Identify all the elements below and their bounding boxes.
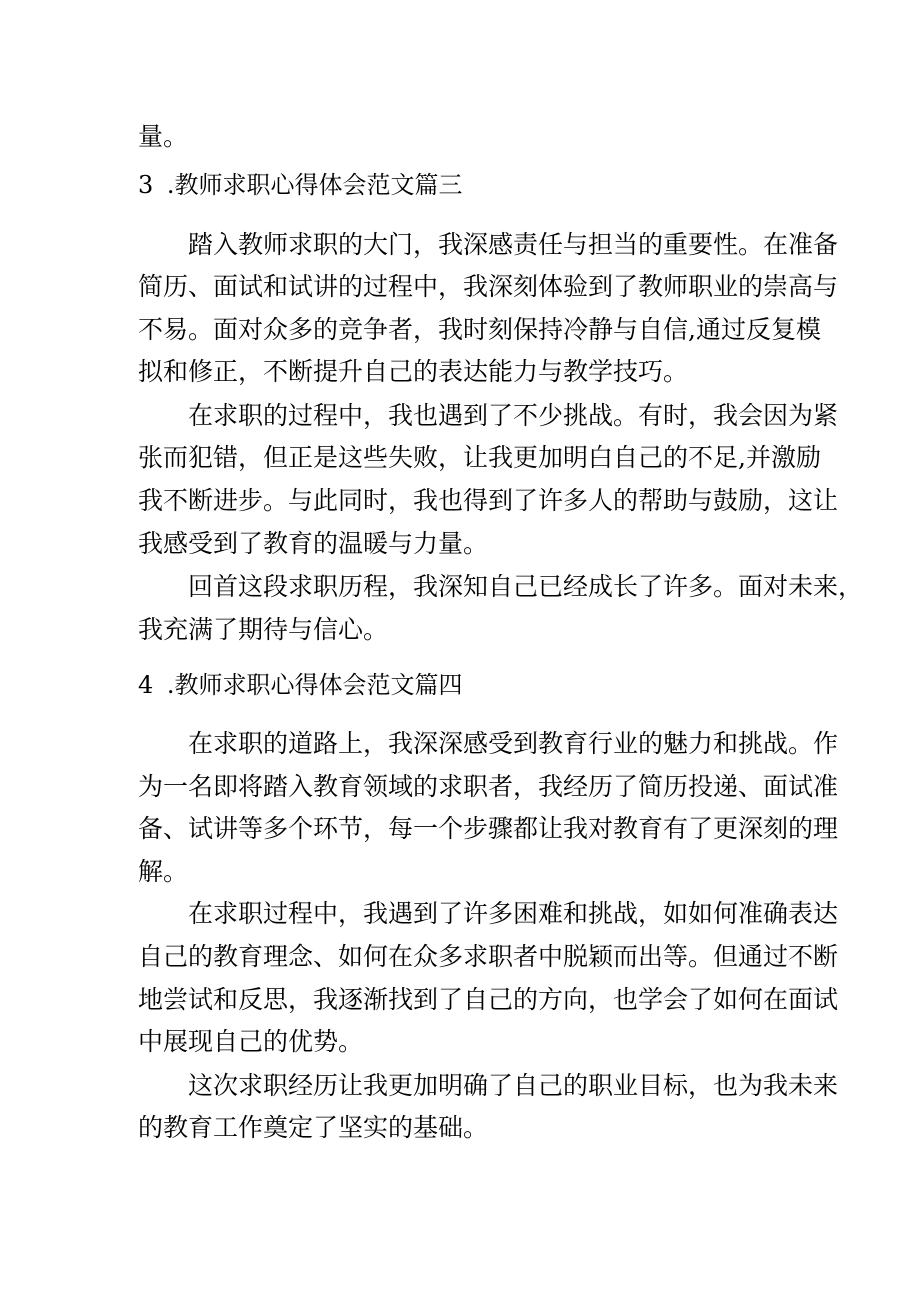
text-line: 张而犯错，但正是这些失败，让我更加明白自己的不足,并激励 (138, 443, 821, 472)
text-line: 回首这段求职历程，我深知自己已经成长了许多。面对未来， (188, 572, 864, 601)
text-line: 我充满了期待与信心。 (138, 615, 389, 644)
text-line: 不易。面对众多的竞争者，我时刻保持冷静与自信,通过反复模 (138, 315, 821, 344)
paragraph-fragment: 量。 (138, 122, 189, 151)
section-heading: 4 .教师求职心得体会范文篇四 (138, 671, 463, 699)
section-heading: 3 .教师求职心得体会范文篇三 (138, 171, 463, 199)
text-line: 的教育工作奠定了坚实的基础。 (138, 1113, 489, 1142)
text-line: 自己的教育理念、如何在众多求职者中脱颖而出等。但通过不断 (138, 942, 839, 971)
text-line: 在求职过程中，我遇到了许多困难和挑战，如如何准确表达 (188, 899, 839, 928)
text-line: 备、试讲等多个环节，每一个步骤都让我对教育有了更深刻的理 (138, 814, 839, 843)
text-line: 为一名即将踏入教育领域的求职者，我经历了简历投递、面试准 (138, 772, 839, 801)
text-line: 这次求职经历让我更加明确了自己的职业目标，也为我未来 (188, 1071, 839, 1100)
text-line: 拟和修正，不断提升自己的表达能力与教学技巧。 (138, 357, 689, 386)
text-line: 简历、面试和试讲的过程中，我深刻体验到了教师职业的崇高与 (138, 272, 839, 301)
text-line: 我感受到了教育的温暖与力量。 (138, 529, 489, 558)
text-line: 中展现自己的优势。 (138, 1027, 364, 1056)
text-line: 解。 (138, 857, 189, 886)
text-line: 在求职的道路上，我深深感受到教育行业的魅力和挑战。作 (188, 729, 839, 758)
text-line: 踏入教师求职的大门，我深感责任与担当的重要性。在准备 (188, 230, 839, 259)
text-line: 在求职的过程中，我也遇到了不少挑战。有时，我会因为紧 (188, 401, 839, 430)
text-line: 地尝试和反思，我逐渐找到了自己的方向，也学会了如何在面试 (138, 985, 839, 1014)
text-line: 我不断进步。与此同时，我也得到了许多人的帮助与鼓励，这让 (138, 486, 839, 515)
